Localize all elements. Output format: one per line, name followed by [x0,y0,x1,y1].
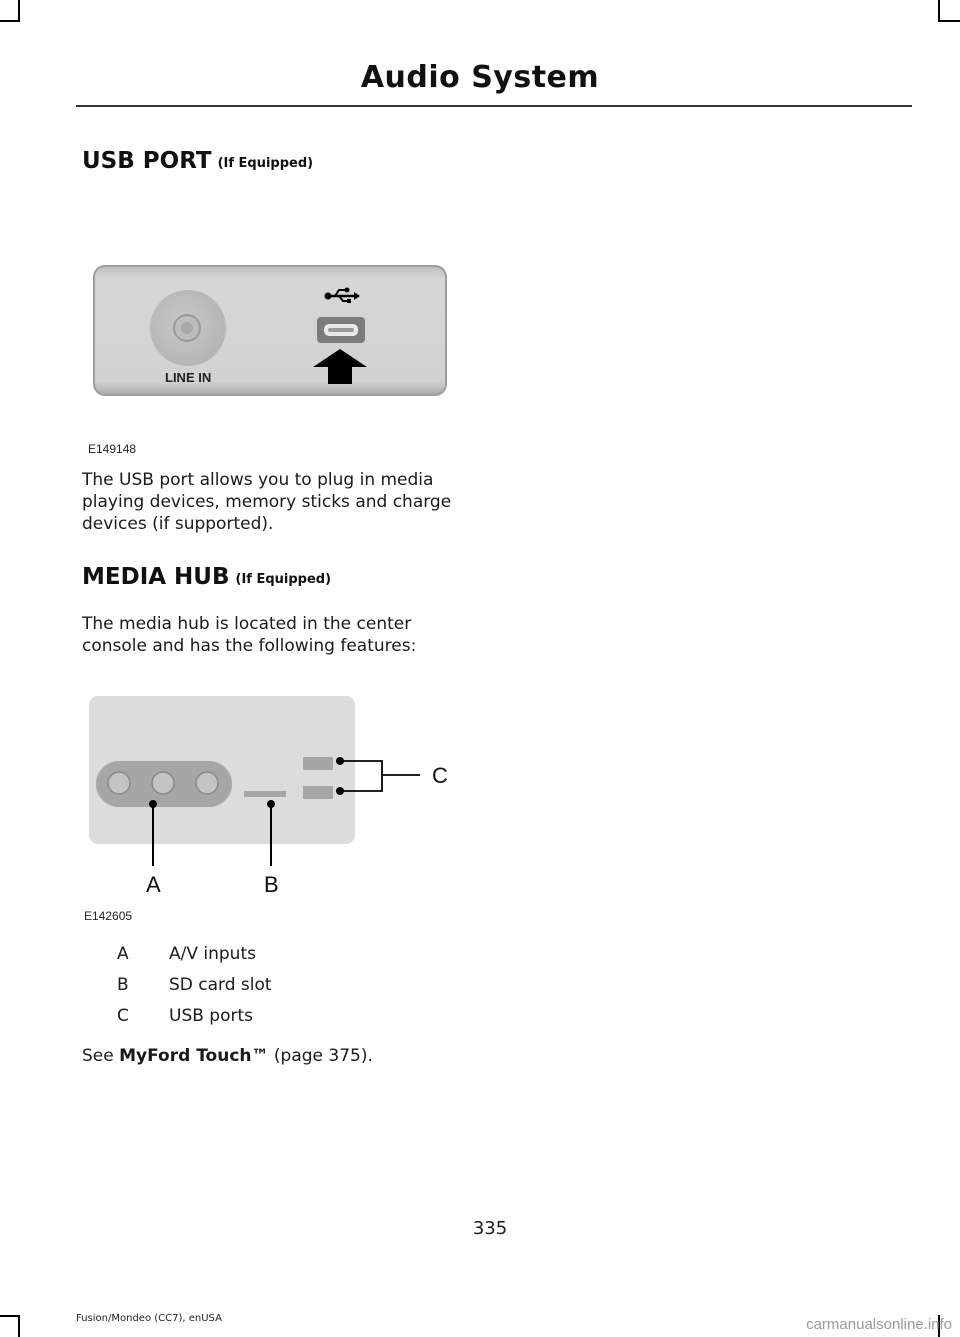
callout-b: B [264,872,279,897]
media-hub-figure-id: E142605 [84,909,133,923]
legend-label: A/V inputs [169,944,256,964]
line-in-jack-icon [150,290,226,366]
crop-mark [18,0,20,22]
media-hub-heading [82,564,331,590]
callout-c: C [432,763,448,788]
header-divider [76,105,912,107]
media-hub-paragraph: The media hub is located in the center console and has the following features: [82,614,417,656]
legend-label: USB ports [169,1006,254,1026]
usb-port-heading [82,148,313,174]
media-hub-heading-text: MEDIA HUB [82,564,230,590]
watermark: carmanualsonline.info [806,1316,952,1333]
av-input-jack-icon [152,772,174,794]
callout-a: A [146,872,161,897]
av-input-jack-icon [196,772,218,794]
footer-note: Fusion/Mondeo (CC7), enUSA [76,1313,222,1324]
crop-mark [18,1315,20,1337]
usb-port-figure [90,262,450,402]
av-input-jack-icon [108,772,130,794]
legend-key: C [117,1006,129,1026]
usb-port-qualifier: (If Equipped) [217,156,314,171]
crop-mark [0,20,20,22]
crop-mark [0,1315,20,1317]
line-in-label: LINE IN [165,370,212,385]
crop-mark [938,20,960,22]
see-also [82,1046,373,1066]
see-also-suffix: (page 375). [273,1046,373,1066]
legend-key: B [117,975,129,995]
media-hub-figure [86,694,466,904]
sd-card-slot [244,791,286,797]
usb-port-slot [303,786,333,799]
page-header-title: Audio System [360,60,600,95]
legend-key: A [117,944,129,964]
myford-touch-link[interactable]: MyFord Touch™ [119,1046,269,1066]
see-also-prefix: See [82,1046,114,1066]
usb-port-slot [303,757,333,770]
media-hub-qualifier: (If Equipped) [235,572,332,587]
usb-port-heading-text: USB PORT [82,148,212,174]
crop-mark [938,0,940,22]
legend-label: SD card slot [169,975,272,995]
usb-port-paragraph: The USB port allows you to plug in media playing devices, memory sticks and charge devices (if supported). [82,470,452,534]
page-number: 335 [472,1218,508,1239]
usb-figure-id: E149148 [88,442,137,456]
usb-port-slot [317,317,365,343]
